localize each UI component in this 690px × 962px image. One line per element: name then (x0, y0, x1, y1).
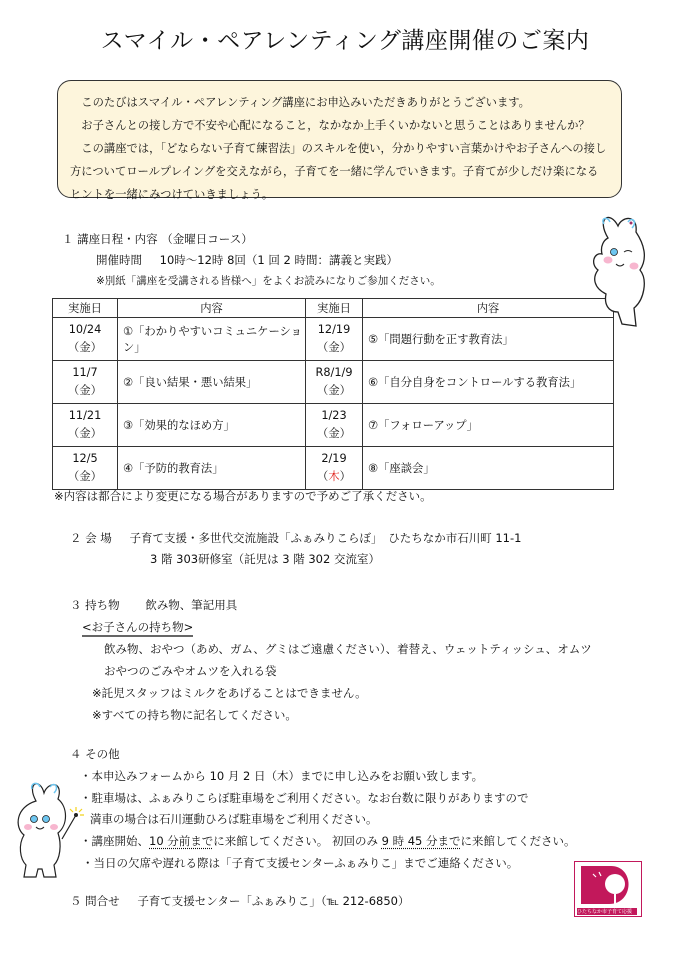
date: 11/7 (72, 366, 98, 379)
section5-heading: ５ 問合せ (70, 894, 120, 908)
logo-text: ひたちなか市子育て応援 (577, 908, 637, 915)
child-items-heading-text: <お子さんの持ち物> (82, 620, 193, 637)
time-value: 10時～12時 8回（1 回 2 時間：講義と実践） (159, 253, 398, 267)
section4-heading: ４ その他 (70, 747, 120, 761)
milk-note: ※託児スタッフはミルクをあげることはできません。 (92, 686, 367, 700)
table-row (53, 404, 614, 447)
content-cell: ⑤「問題行動を正す教育法」 (363, 318, 614, 361)
date-cell (53, 318, 118, 361)
weekday (306, 468, 362, 486)
date-cell (306, 404, 363, 447)
section1-heading: １ 講座日程・内容 （金曜日コース） (62, 232, 253, 246)
date: 10/24 (68, 323, 102, 336)
child-items-1: 飲み物、おやつ（あめ、ガム、グミはご遠慮ください）、着替え、ウェットティッシュ、オムツ (104, 642, 592, 656)
name-note: ※すべての持ち物に記名してください。 (92, 708, 297, 722)
bring-items: 飲み物、筆記用具 (145, 598, 238, 612)
date-cell (306, 318, 363, 361)
header-date-1: 実施日 (53, 299, 118, 318)
table-row (53, 447, 614, 490)
weekday: （金） (68, 341, 102, 354)
date-cell (306, 361, 363, 404)
intro-line-3: この講座では，「どならない子育て練習法」のスキルを使い，分かりやすい言葉かけやお子さんへの接し方についてロールプレイングを交えながら，子育てを一緒に学んでいきます。子育てが少しだけ楽になるヒントを一緒にみつけていきましょう。 (70, 142, 607, 201)
venue: 子育て支援・多世代交流施設「ふぁみりこらぼ」 ひたちなか市石川町 11-1 (129, 531, 522, 545)
date: 1/23 (321, 409, 347, 422)
section2-line1 (70, 530, 521, 546)
arrival-post: に来館してください。 (460, 834, 576, 848)
arrival-mid: に来館してください。 初回のみ (213, 834, 382, 848)
section3-line1 (70, 597, 237, 613)
section1-time (96, 252, 398, 268)
table-note: ※内容は都合により変更になる場合がありますので予めご了承ください。 (54, 489, 432, 503)
weekday: （金） (68, 470, 102, 483)
weekday-thursday-red: 木 (328, 470, 340, 483)
paren-open: （ (317, 470, 329, 483)
hitachinaka-childcare-logo (574, 861, 642, 917)
weekday: （金） (317, 427, 351, 440)
date: R8/1/9 (315, 366, 353, 379)
table-row (53, 318, 614, 361)
content-cell: ③「効果的なほめ方」 (118, 404, 306, 447)
rabbit-mascot-winking-icon (578, 208, 668, 328)
intro-box (57, 80, 622, 201)
date-cell (53, 404, 118, 447)
section5-line (70, 893, 409, 909)
section2-heading: ２ 会 場 (70, 531, 112, 545)
weekday: （金） (68, 427, 102, 440)
arrival-10min: 10 分前まで (149, 834, 214, 848)
content-cell: ⑦「フォローアップ」 (363, 404, 614, 447)
intro-line-1: このたびはスマイル・ペアレンティング講座にお申込みいただきありがとうございます。 (81, 96, 530, 109)
bullet-arrival (80, 833, 576, 849)
date: 11/21 (68, 409, 102, 422)
section1-note: ※別紙「講座を受講される皆様へ」をよくお読みになりご参加ください。 (96, 275, 441, 287)
room: 3 階 303研修室（託児は 3 階 302 交流室） (150, 552, 380, 566)
table-header-row (53, 299, 614, 318)
content-cell: ②「良い結果・悪い結果」 (118, 361, 306, 404)
header-content-1: 内容 (118, 299, 306, 318)
date: 12/19 (317, 323, 351, 336)
date: 2/19 (321, 452, 347, 465)
section3-heading: ３ 持ち物 (70, 598, 120, 612)
paren-close: ） (339, 470, 351, 483)
arrival-945: 9 時 45 分まで (381, 834, 461, 848)
content-cell: ⑥「自分自身をコントロールする教育法」 (363, 361, 614, 404)
date-cell (306, 447, 363, 490)
weekday: （金） (68, 384, 102, 397)
page-title: スマイル・ペアレンティング講座開催のご案内 (100, 28, 590, 54)
time-label: 開催時間 (96, 253, 142, 267)
weekday: （金） (317, 341, 351, 354)
table-row (53, 361, 614, 404)
logo-hearts-icon (575, 862, 640, 906)
header-date-2: 実施日 (306, 299, 363, 318)
date: 12/5 (72, 452, 98, 465)
child-items-2: おやつのごみやオムツを入れる袋 (104, 664, 277, 678)
child-items-heading (82, 619, 193, 635)
schedule-table (52, 298, 614, 490)
bullet-parking: ・駐車場は、ふぁみりこらぼ駐車場をご利用ください。なお台数に限りがありますので (80, 791, 529, 805)
contact: 子育て支援センター「ふぁみりこ」（℡ 212-6850） (137, 894, 410, 908)
header-content-2: 内容 (363, 299, 614, 318)
intro-line-2: お子さんとの接し方で不安や心配になること，なかなか上手くいかないと思うことはありませんか？ (81, 119, 590, 132)
bullet-parking-overflow: 満車の場合は石川運動ひろば駐車場をご利用ください。 (90, 812, 378, 826)
content-cell: ④「予防的教育法」 (118, 447, 306, 490)
bullet-absence: ・当日の欠席や遅れる際は「子育て支援センターふぁみりこ」までご連絡ください。 (82, 856, 519, 870)
date-cell (53, 361, 118, 404)
arrival-pre: ・講座開始、 (80, 834, 149, 848)
content-cell: ①「わかりやすいコミュニケーション」 (118, 318, 306, 361)
rabbit-mascot-wand-icon (10, 775, 90, 880)
weekday: （金） (317, 384, 351, 397)
bullet-deadline: ・本申込みフォームから 10 月 2 日（木）までに申し込みをお願い致します。 (80, 769, 484, 783)
date-cell (53, 447, 118, 490)
content-cell: ⑧「座談会」 (363, 447, 614, 490)
